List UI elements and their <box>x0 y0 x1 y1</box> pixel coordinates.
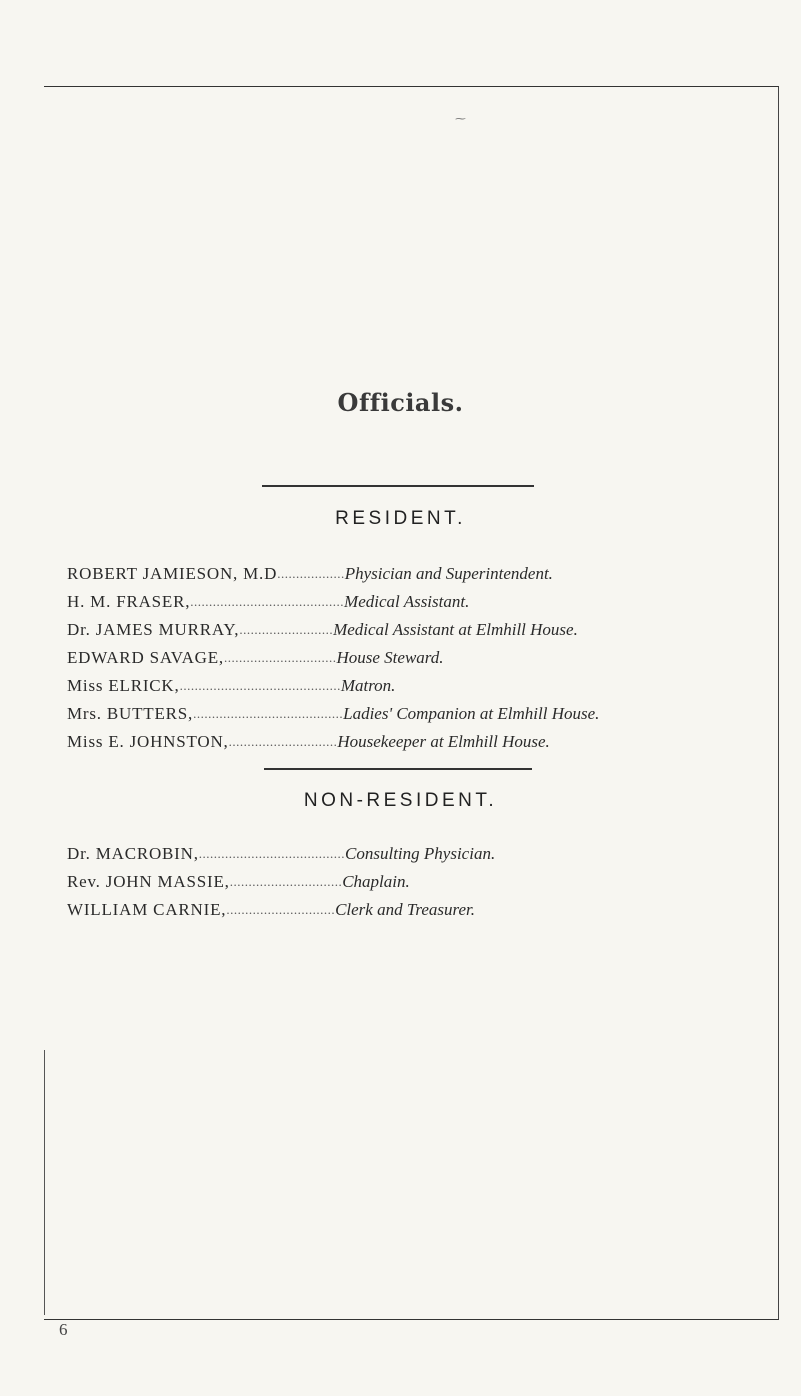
list-item <box>67 896 787 924</box>
official-name: Dr. JAMES MURRAY, <box>67 620 240 639</box>
list-item <box>67 728 787 756</box>
official-role: Ladies' Companion at Elmhill House. <box>343 704 600 723</box>
list-item <box>67 644 787 672</box>
list-item <box>67 616 787 644</box>
dot-leader: ....................................... <box>198 846 346 861</box>
official-role: Chaplain. <box>342 872 410 891</box>
border-fragment <box>44 1050 45 1315</box>
list-item <box>67 588 787 616</box>
official-role: Housekeeper at Elmhill House. <box>337 732 550 751</box>
dot-leader: ............................. <box>228 734 338 749</box>
official-role: Clerk and Treasurer. <box>335 900 476 919</box>
page-heading: Officials. <box>337 388 464 417</box>
official-role: Consulting Physician. <box>345 844 496 863</box>
list-item <box>67 700 787 728</box>
official-role: Medical Assistant. <box>344 592 470 611</box>
page-number: 6 <box>59 1320 68 1339</box>
official-role: House Steward. <box>336 648 444 667</box>
section-rule <box>264 768 532 770</box>
official-name: Miss ELRICK, <box>67 676 180 695</box>
resident-list <box>67 560 787 756</box>
list-item <box>67 672 787 700</box>
dot-leader: ........................................ <box>193 706 344 721</box>
official-role: Medical Assistant at Elmhill House. <box>333 620 578 639</box>
dot-leader: .................. <box>277 566 345 581</box>
official-name: Dr. MACROBIN, <box>67 844 199 863</box>
list-item <box>67 840 787 868</box>
official-name: EDWARD SAVAGE, <box>67 648 224 667</box>
dot-leader: .............................. <box>229 874 343 889</box>
official-name: H. M. FRASER, <box>67 592 191 611</box>
official-name: Rev. JOHN MASSIE, <box>67 872 230 891</box>
dot-leader: ........................................... <box>179 678 341 693</box>
official-name: Miss E. JOHNSTON, <box>67 732 229 751</box>
dot-leader: ......................................... <box>190 594 345 609</box>
official-name: WILLIAM CARNIE, <box>67 900 227 919</box>
non-resident-list <box>67 840 787 924</box>
print-mark: ⁓ <box>455 113 466 125</box>
official-role: Physician and Superintendent. <box>344 564 553 583</box>
section-title-non-resident: NON-RESIDENT. <box>303 790 498 811</box>
section-title-resident: RESIDENT. <box>335 508 466 529</box>
official-name: Mrs. BUTTERS, <box>67 704 194 723</box>
official-role: Matron. <box>340 676 396 695</box>
list-item <box>67 560 787 588</box>
dot-leader: ............................. <box>226 902 336 917</box>
list-item <box>67 868 787 896</box>
heading-rule <box>262 485 534 487</box>
dot-leader: ......................... <box>239 622 334 637</box>
dot-leader: .............................. <box>223 650 337 665</box>
official-name: ROBERT JAMIESON, M.D <box>67 564 278 583</box>
